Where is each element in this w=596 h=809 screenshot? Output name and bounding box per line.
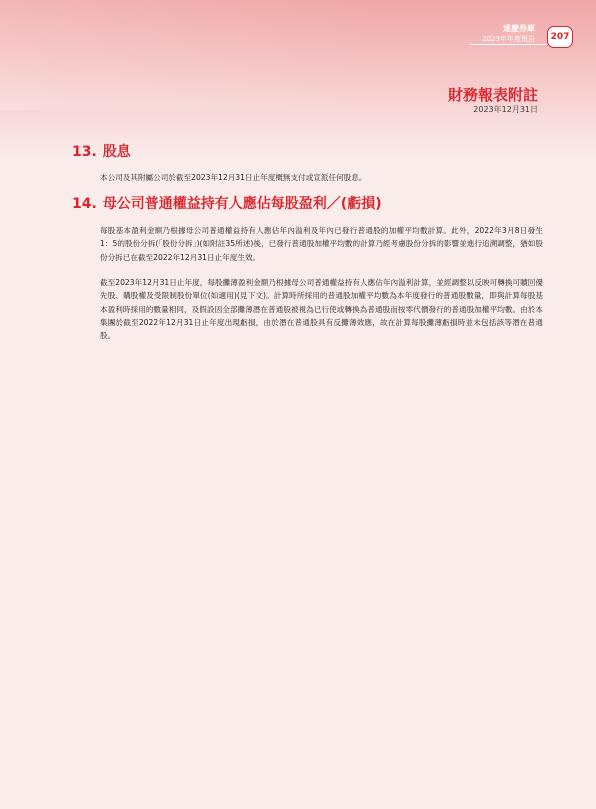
section-date: 2023年12月31日: [473, 105, 538, 114]
page-number-badge: 207: [547, 26, 573, 48]
section-title: 財務報表附註: [447, 86, 538, 104]
report-brand: [482, 24, 535, 44]
note-number: 14.: [72, 196, 97, 212]
note-14-paragraph-1: 每股基本盈利金額乃根據母公司普通權益持有人應佔年內溢利及年內已發行普通股的加權平均數計算。此外，2022年3月8日發生1：5的股份分拆(「股份分拆」)(如附註35所述)後，已發行普通股加權平均數的計算乃經考慮股份分拆的影響並進行追溯調整，猶如股份分拆已在截至2022年12月31日止年度生效。: [100, 226, 543, 262]
note-14-heading: [72, 193, 382, 213]
note-title: 股息: [102, 144, 131, 160]
header-rule: [470, 44, 546, 45]
brand-name: 達慶券庫: [503, 24, 535, 33]
note-13-paragraph: 本公司及其附屬公司於截至2023年12月31日止年度概無支付或宣派任何股息。: [100, 173, 367, 182]
note-title: 母公司普通權益持有人應佔每股盈利／(虧損): [102, 196, 382, 212]
note-13-heading: [72, 141, 131, 161]
report-year-label: 2023年年度報告: [482, 35, 535, 43]
banner-decoration: [0, 0, 380, 110]
note-14-paragraph-2: 截至2023年12月31日止年度，每股攤薄盈利金額乃根據母公司普通權益持有人應佔年內溢利計算，並經調整以反映可轉換可贖回優先股、購股權及受限制股份單位(如適用)(見下文)。計算時所採用的普通股加權平均數為本年度發行的普通股數量，即與計算每股基本盈利時採用的數量相同，及假設因全部攤薄潛在普通股被視為已行使或轉換為普通股而按零代價發行的普通股加權平均數。由於本集團於截至2022年12月31日止年度出現虧損，由於潛在普通股具有反攤薄效應，故在計算每股攤薄虧損時並未包括該等潛在普通股。: [100, 278, 543, 341]
note-number: 13.: [72, 144, 97, 160]
